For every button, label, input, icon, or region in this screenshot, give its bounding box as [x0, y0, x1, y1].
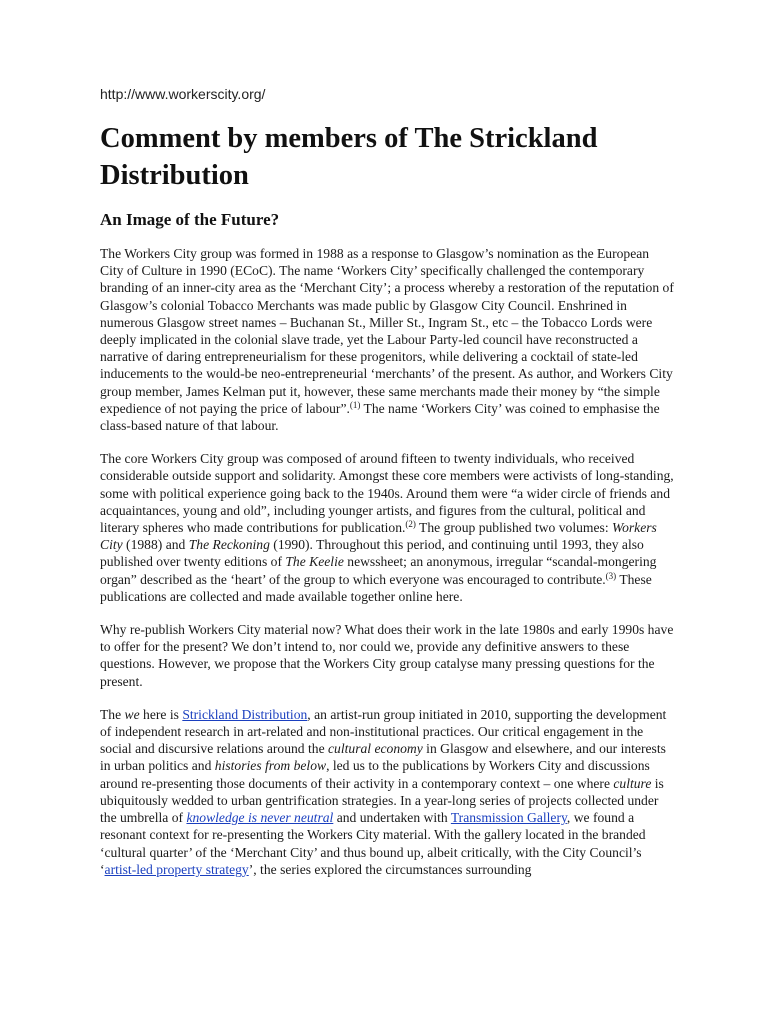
footnote-ref-1[interactable]: (1) — [349, 399, 361, 410]
link-transmission-gallery[interactable]: Transmission Gallery — [450, 810, 567, 826]
link-artist-led-property-strategy[interactable]: artist-led property strategy — [104, 861, 249, 877]
section-heading: An Image of the Future? — [100, 210, 280, 229]
footnote-ref-3[interactable]: (3) — [605, 570, 617, 581]
paragraph-3: Why re-publish Workers City material now? What does their work in the late 1980s and early 1990s have to offer for the present? We don’t intend to, nor could we, provide any definitive answers to these questions. However, we propose that the Workers City group catalyse many pressing questions for the present. — [100, 622, 674, 689]
book-title-the-keelie: The Keelie — [285, 554, 344, 570]
paragraph-4: The we here is Strickland Distribution, an artist-run group initiated in 2010, supporting the development of independent research in art-related and non-institutional practices. Our critical engagement in the social and discursive relations around the cultural economy in Glasgow and elsewhere, and our interests in urban politics and histories from below, led us to the publications by Workers City and discussions around re-presenting those documents of their activity in a contemporary context – one where culture is ubiquitously wedded to urban gentrification strategies. In a year-long series of projects collected under the umbrella of knowledge is never neutral and undertaken with Transmission Gallery, we found a resonant context for re-presenting the Workers City material. With the gallery located in the branded ‘cultural quarter’ of the ‘Merchant City’ and thus bound up, albeit critically, with the City Council’s ‘artist-led property strategy’, the series explored the circumstances surrounding — [100, 706, 667, 877]
emphasis-culture: culture — [613, 775, 652, 791]
link-strickland-distribution[interactable]: Strickland Distribution — [182, 706, 308, 722]
paragraph-2: The core Workers City group was composed of around fifteen to twenty individuals, who received considerable outside support and solidarity. Amongst these core members were activists of long-standing, some with political experience going back to the 1940s. Around them were “a wider circle of friends and acquaintances, young and old”, including younger artists, and figures from the cultural, political and literary spheres who made contributions for publication.$^{(2)}$ The group published two volumes: Workers City (1988) and The Reckoning (1990). Throughout this period, and continuing until 1993, they also published over twenty editions of The Keelie newssheet; an anonymous, irregular “scandal-mongering organ” described as the ‘heart’ of the group to which everyone was encouraged to contribute.$^{(3)}$ These publications are collected and made available together online here. — [100, 451, 674, 604]
emphasis-cultural-economy: cultural economy — [328, 741, 423, 757]
footnote-ref-2[interactable]: (2) — [405, 519, 416, 530]
emphasis-histories-from-below: histories from below — [214, 758, 327, 774]
book-title-workers-city: Workers City — [100, 520, 657, 553]
link-knowledge-is-never-neutral[interactable]: knowledge is never neutral — [186, 810, 334, 826]
page-title: Comment by members of The Strickland Distribution — [100, 123, 598, 191]
article-body — [100, 245, 675, 894]
book-title-the-reckoning: The Reckoning — [188, 537, 270, 553]
paragraph-1: The Workers City group was formed in 1988 as a response to Glasgow’s nomination as the European City of Culture in 1990 (ECoC). The name ‘Workers City’ specifically challenged the contemporary branding of an inner-city area as the ‘Merchant City’; a process whereby a restoration of the reputation of Glasgow’s colonial Tobacco Merchants was made public by Glasgow City Council. Enshrined in numerous Glasgow street names – Buchanan St., Miller St., Ingram St., etc – the Tobacco Lords were deeply implicated in the colonial slave trade, yet the Labour Party-led council have reconstructed a narrative of daring entrepreneurialism for these progenitors, while delivering a cocktail of state-led inducements to the would-be neo-entrepreneurial ‘merchants’ of the present. As author, and Workers City group member, James Kelman put it, however, these same merchants made their money by “the simple expedience of not paying the price of labour”.$^{(1)}$ The name ‘Workers City’ was coined to emphasise the class-based nature of that labour. — [100, 246, 674, 434]
emphasis-we: we — [124, 706, 140, 722]
source-url: http://www.workerscity.org/ — [100, 86, 266, 102]
